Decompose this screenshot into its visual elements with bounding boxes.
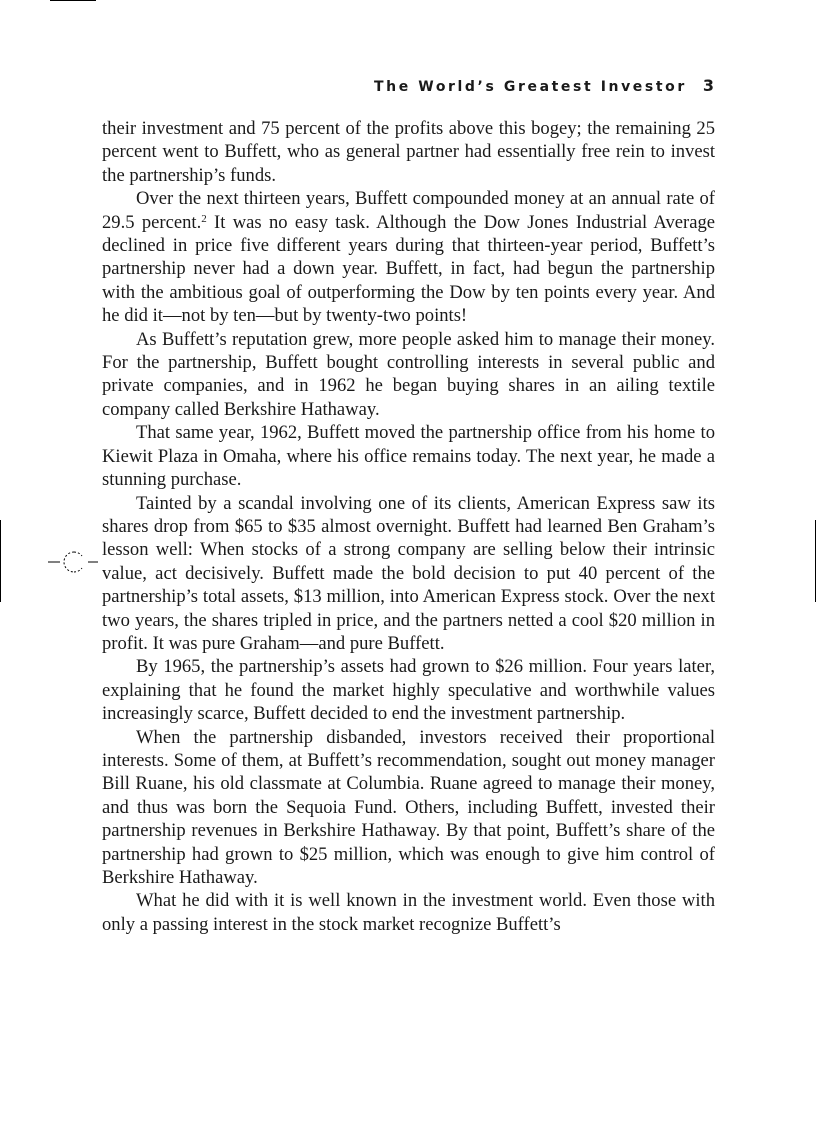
paragraph: By 1965, the partnership’s assets had grown to $26 million. Four years later, explaining that he found the market highly speculative and worthwhile values increasingly scarce, Buffett decided to end the investment partnership. — [102, 656, 715, 725]
paragraph: What he did with it is well known in the investment world. Even those with only a passing interest in the stock market recognize Buffett’s — [102, 890, 715, 935]
paragraph: their investment and 75 percent of the profits above this bogey; the remaining 25 percent went to Buffett, who as general partner had essentially free rein to invest the partnership’s funds. — [102, 118, 715, 186]
running-head — [102, 76, 714, 95]
crop-mark-top — [50, 0, 96, 1]
paragraph: When the partnership disbanded, investors received their proportional interests. Some of them, at Buffett’s recommendation, sought out money manager Bill Ruane, his old classmate at Columbia. Ruane agreed to manage their money, and thus was born the Sequoia Fund. Others, including Buffett, invested their partnership revenues in Berkshire Hathaway. By that point, Buffett’s share of the partnership had grown to $25 million, which was enough to give him control of Berkshire Hathaway. — [102, 726, 715, 888]
page-number: 3 — [702, 76, 714, 95]
margin-rule-left — [0, 520, 1, 602]
paragraph — [102, 187, 715, 327]
body-text — [102, 117, 715, 936]
paragraph: As Buffett’s reputation grew, more people asked him to manage their money. For the partnership, Buffett bought controlling interests in several public and private companies, and in 1962 he began buying shares in an ailing textile company called Berkshire Hathaway. — [102, 328, 715, 420]
running-head-title: The World’s Greatest Investor — [373, 79, 687, 95]
footnote-reference: 2 — [201, 212, 207, 225]
paragraph-text: Over the next thirteen years, Buffett compounded money at an annual rate of 29.5 percent. — [102, 188, 715, 233]
paragraph-text: It was no easy task. Although the Dow Jones Industrial Average declined in price five different years during that thirteen-year period, Buffett’s partnership never had a down year. Buffett, in fact, had begun the partnership with the ambitious goal of outperforming the Dow by ten points every year. And he did it—not by ten—but by twenty-two points! — [102, 211, 716, 327]
registration-mark-icon — [48, 544, 100, 580]
paragraph: Tainted by a scandal involving one of its clients, American Express saw its shares drop from $65 to $35 almost overnight. Buffett had learned Ben Graham’s lesson well: When stocks of a strong company are selling below their intrinsic value, act decisively. Buffett made the bold decision to put 40 percent of the partnership’s total assets, $13 million, into American Express stock. Over the next two years, the shares tripled in price, and the partners netted a cool $20 million in profit. It was pure Graham—and pure Buffett. — [102, 492, 715, 654]
paragraph: That same year, 1962, Buffett moved the partnership office from his home to Kiewit Plaza in Omaha, where his office remains today. The next year, he made a stunning purchase. — [102, 422, 715, 491]
